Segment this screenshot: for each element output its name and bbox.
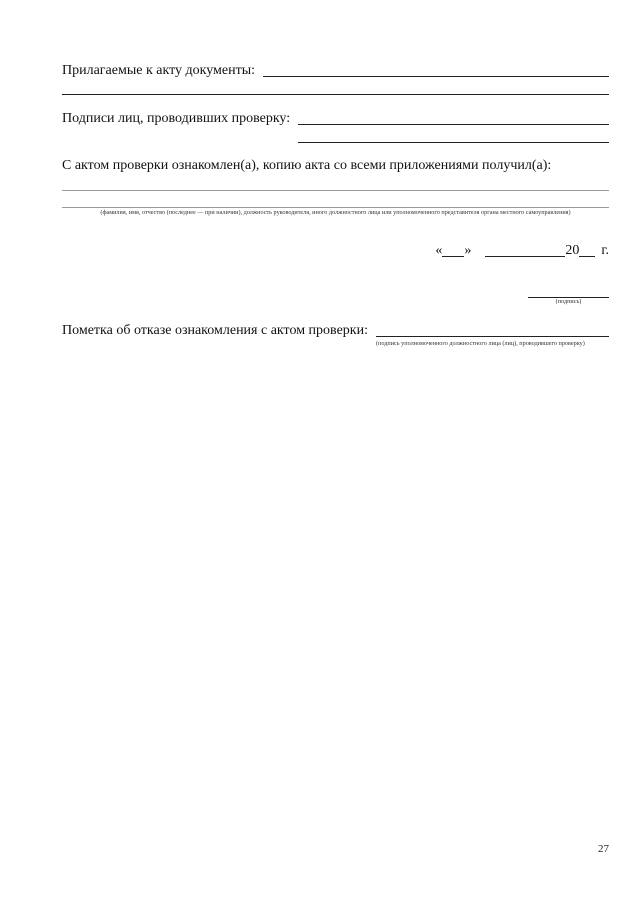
refusal-row xyxy=(62,322,609,339)
date-day-blank xyxy=(442,242,464,257)
attached-docs-label: Прилагаемые к акту документы: xyxy=(62,63,256,78)
signatures-line xyxy=(298,110,609,125)
acknowledged-label: С актом проверки ознакомлен(а), копию акта со всеми приложениями получил(а): xyxy=(62,158,552,173)
attached-docs-extra-line xyxy=(62,94,609,95)
refusal-line xyxy=(376,322,609,337)
date-open-quote: « xyxy=(435,243,443,258)
refusal-label: Пометка об отказе ознакомления с актом проверки: xyxy=(62,323,368,338)
signatures-extra-line xyxy=(298,142,609,143)
acknowledged-row xyxy=(62,158,609,174)
signature-caption: (подпись) xyxy=(555,298,582,305)
acknowledged-line-2 xyxy=(62,207,609,208)
date-year-prefix: 20 xyxy=(565,243,580,258)
attached-docs-row xyxy=(62,62,609,79)
date-year-blank xyxy=(579,242,595,257)
fio-caption: (фамилия, имя, отчество (последнее — при наличии), должность руководителя, иного должностного лица или уполномоченного представителя органа местного самоуправления) xyxy=(100,209,571,216)
date-year-suffix: г. xyxy=(601,243,609,258)
date-row xyxy=(435,242,609,259)
signatures-label: Подписи лиц, проводивших проверку: xyxy=(62,111,291,126)
page-number: 27 xyxy=(598,843,609,855)
acknowledged-line-1 xyxy=(62,190,609,191)
date-close-quote: » xyxy=(464,243,472,258)
attached-docs-line xyxy=(263,62,609,77)
signatures-row xyxy=(62,110,609,127)
refusal-caption: (подпись уполномоченного должностного лица (лиц), проводившего проверку) xyxy=(376,340,585,347)
date-month-blank xyxy=(485,242,565,257)
